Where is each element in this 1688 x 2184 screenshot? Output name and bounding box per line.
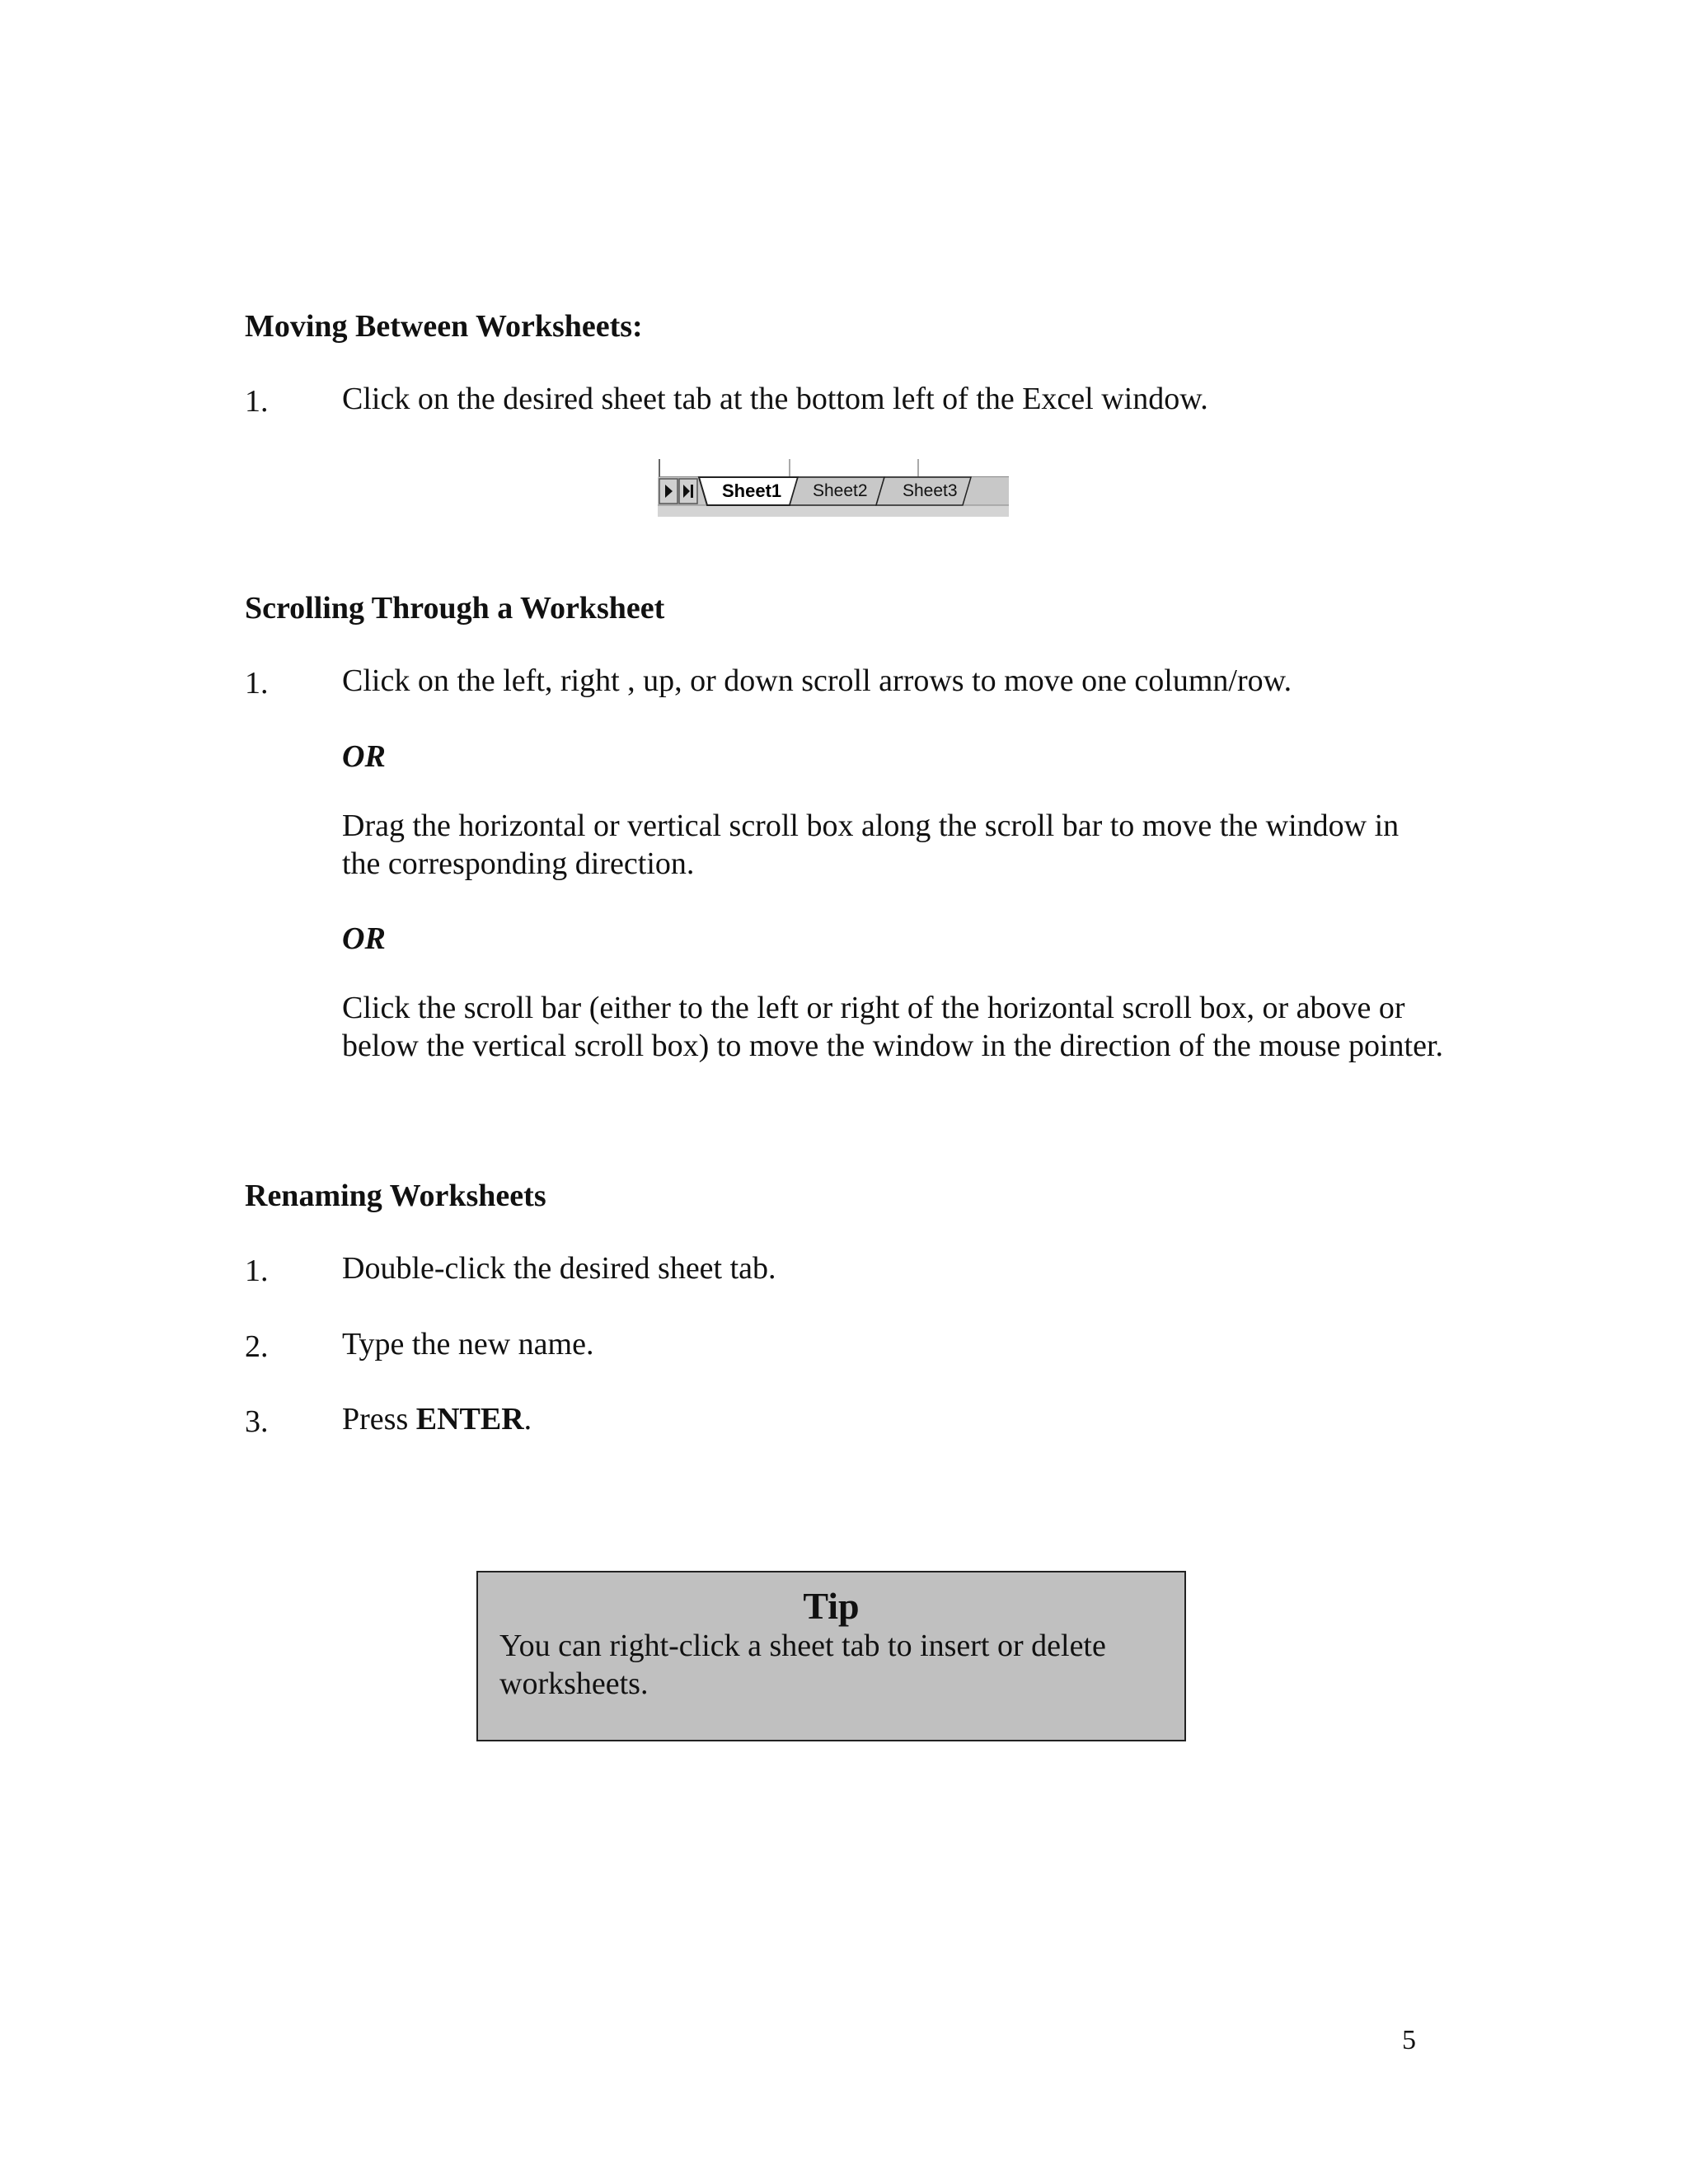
step-number: 1.: [245, 666, 269, 701]
step-text: Click on the left, right , up, or down scroll arrows to move one column/row.: [342, 663, 1292, 698]
tab-sheet3-label: Sheet3: [903, 481, 958, 500]
step-text-suffix: .: [523, 1402, 532, 1436]
tip-title: Tip: [803, 1585, 860, 1627]
enter-key-label: ENTER: [415, 1402, 524, 1436]
tip-box: [476, 1571, 1186, 1741]
heading-renaming-worksheets: Renaming Worksheets: [245, 1179, 546, 1213]
alternative-click-scroll-bar: Click the scroll bar (either to the left or right of the horizontal scroll box, or above or below the vertical scroll box) to move the window in the direction of the mouse pointer.: [342, 991, 1444, 1063]
or-label: OR: [342, 739, 386, 774]
page-number: 5: [1402, 2025, 1416, 2055]
step-text: Type the new name.: [342, 1327, 594, 1361]
tab-sheet2[interactable]: [790, 477, 884, 505]
step-number: 3.: [245, 1404, 269, 1439]
step-number: 1.: [245, 384, 269, 419]
step-text: Double-click the desired sheet tab.: [342, 1251, 776, 1286]
heading-moving-between-worksheets: Moving Between Worksheets:: [245, 309, 643, 344]
heading-scrolling-through-a-worksheet: Scrolling Through a Worksheet: [245, 591, 665, 626]
step-number: 2.: [245, 1329, 269, 1364]
tab-sheet3[interactable]: [876, 477, 971, 505]
or-label: OR: [342, 921, 386, 956]
step-number: 1.: [245, 1254, 269, 1288]
step-text: [342, 1400, 532, 1438]
tab-sheet2-label: Sheet2: [813, 481, 868, 500]
sheet-tabs-image: [658, 459, 1009, 517]
scroll-tab-next-icon[interactable]: [659, 479, 678, 504]
scroll-tab-last-icon[interactable]: [679, 479, 697, 504]
tab-sheet1[interactable]: [699, 477, 798, 505]
tab-sheet1-label: Sheet1: [722, 480, 782, 501]
alternative-drag-scroll-box: Drag the horizontal or vertical scroll box along the scroll bar to move the window in the corresponding direction.: [342, 808, 1400, 881]
tip-text: You can right-click a sheet tab to insert or delete worksheets.: [499, 1629, 1106, 1701]
step-text-prefix: Press: [342, 1402, 416, 1436]
step-text: Click on the desired sheet tab at the bottom left of the Excel window.: [342, 382, 1208, 416]
